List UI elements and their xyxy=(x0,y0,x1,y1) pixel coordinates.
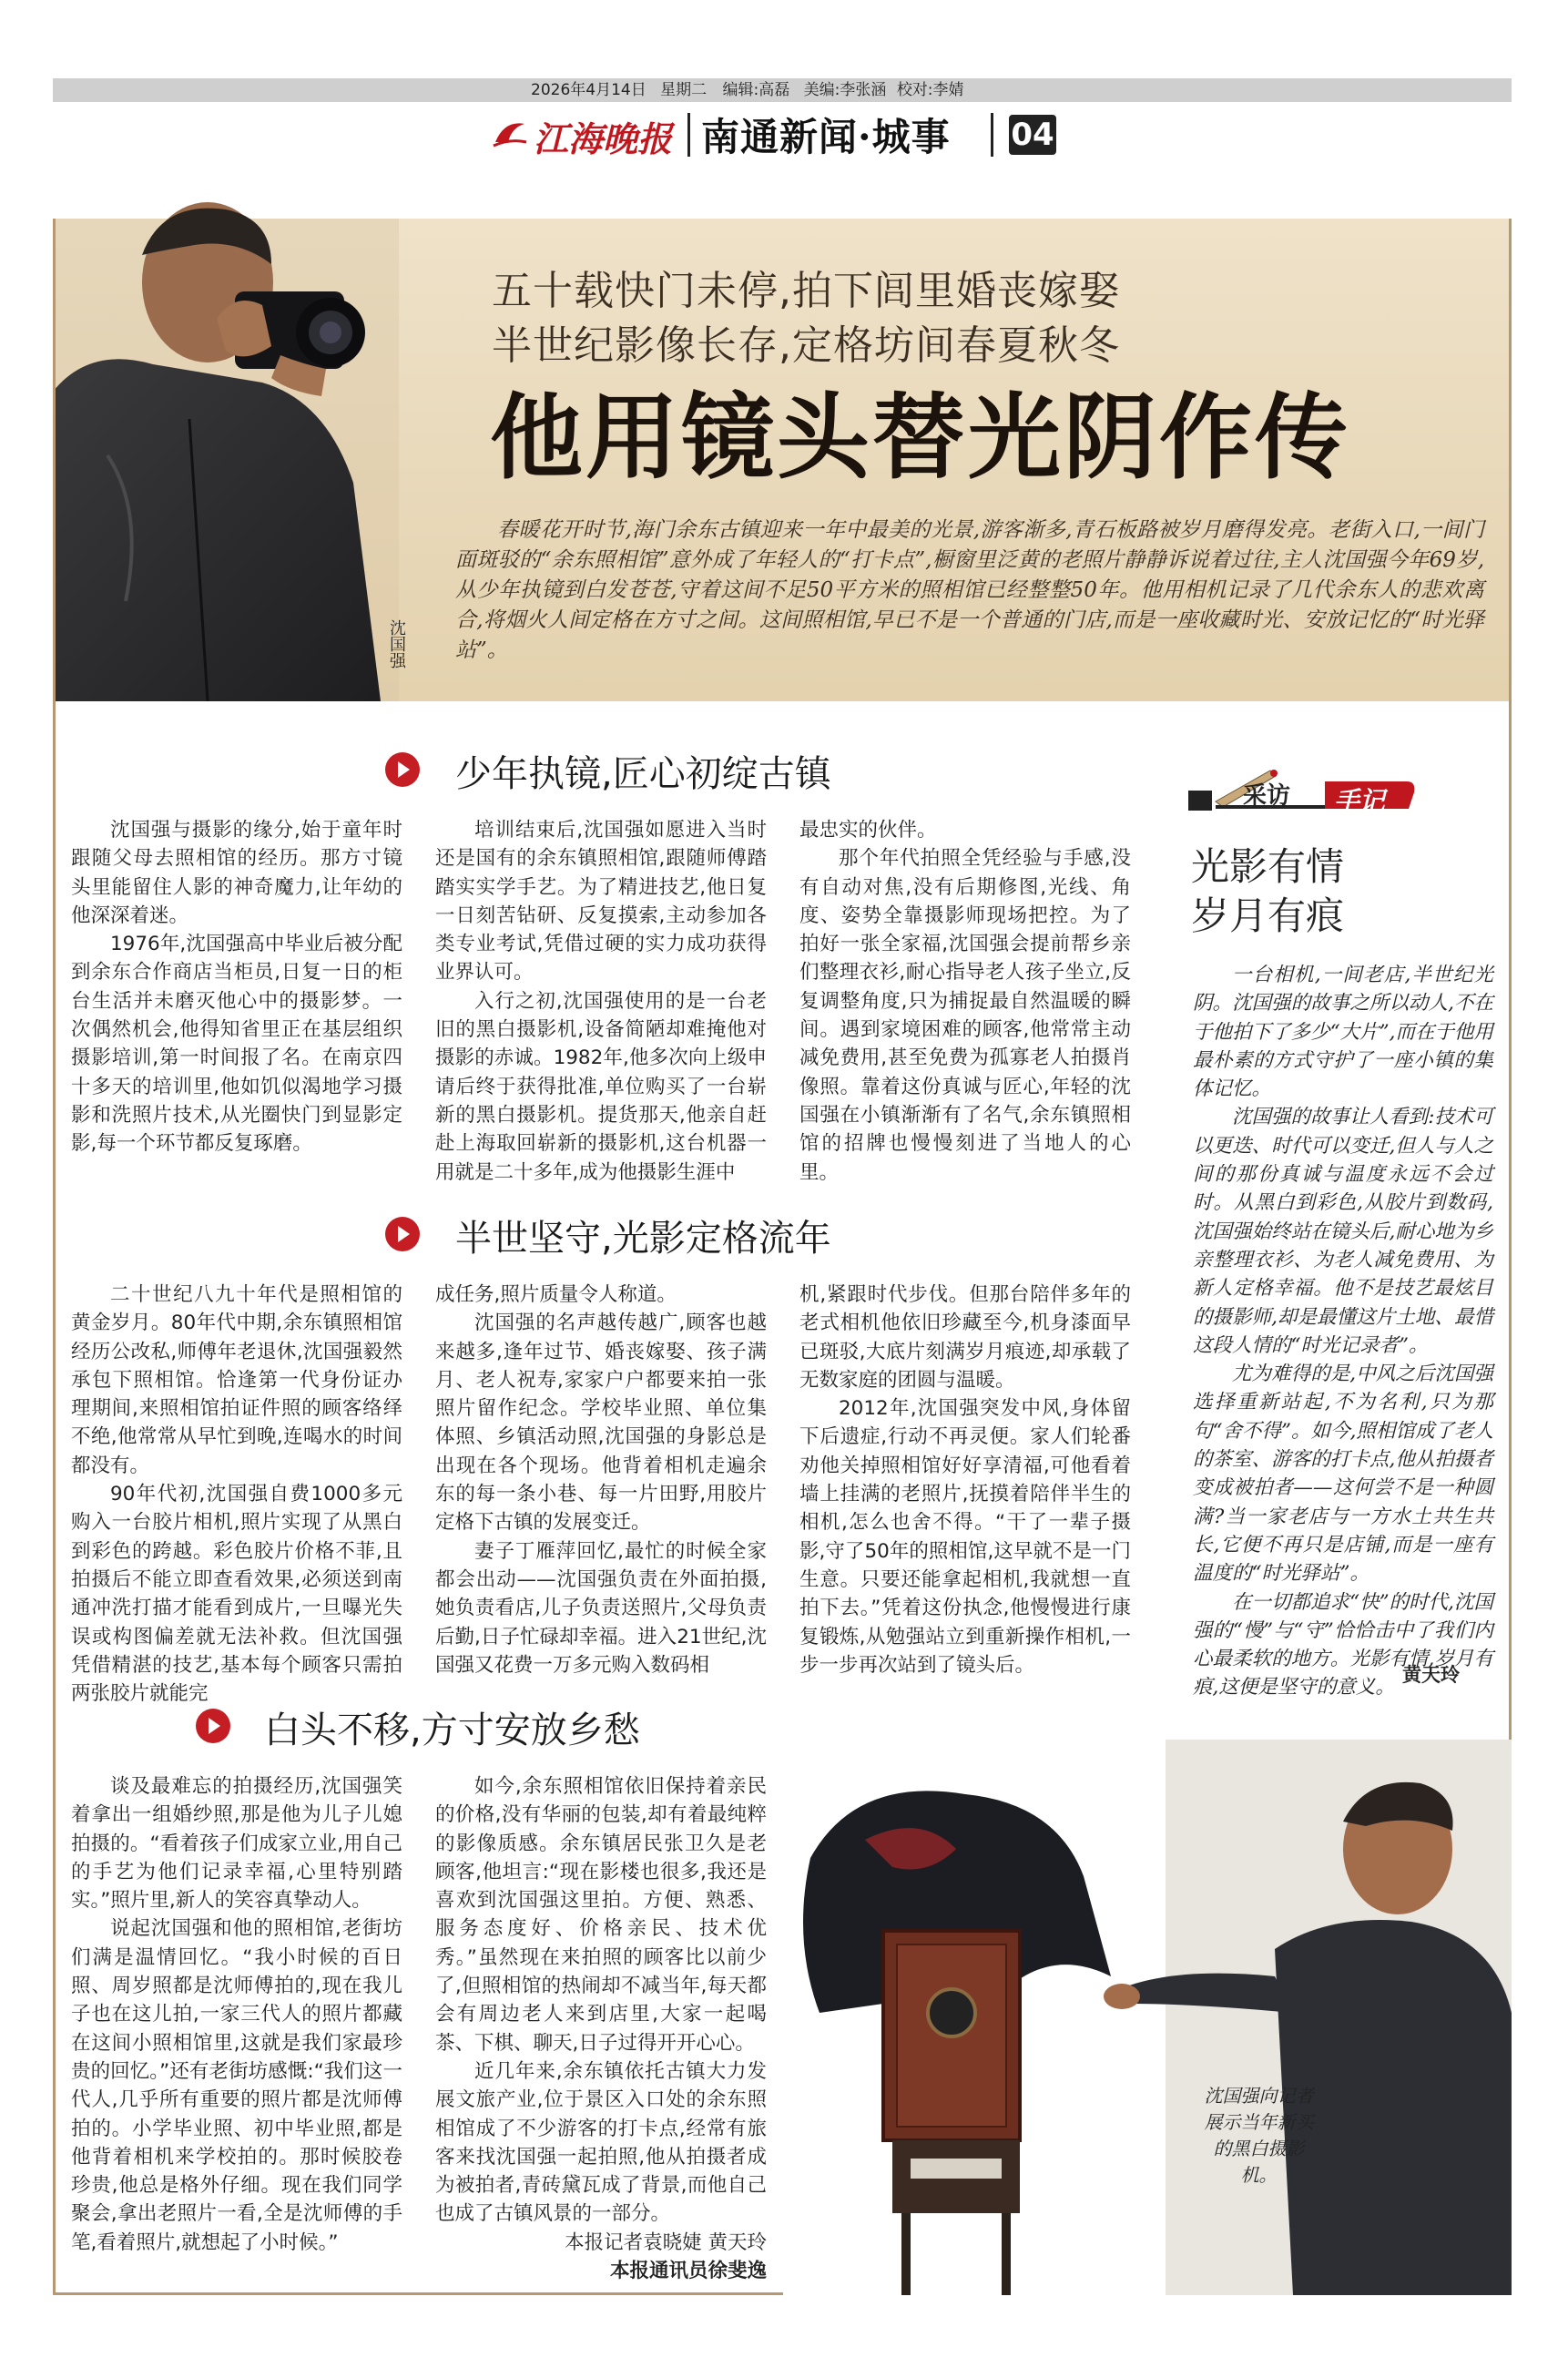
sidebar-title-line: 岁月有痕 xyxy=(1191,893,1345,938)
section-name: 南通新闻·城事 xyxy=(701,115,951,159)
edition-info-bar xyxy=(53,78,1512,102)
paragraph: 2012年,沈国强突发中风,身体留下后遗症,行动不再灵便。家人们轮番劝他关掉照相馆好好享清福,可他看着墙上挂满的老照片,抚摸着陪伴半生的相机,怎么也舍不得。“干了一辈子摄影,守了50年的照相馆,这早就不是一门生意。只要还能拿起相机,我就想一直拍下去。”凭着这份执念,他慢慢进行康复锻炼,从勉强站立到重新操作相机,一步一步再次站到了镜头后。 xyxy=(799,1397,1131,1677)
sidebar-title xyxy=(1191,842,1344,941)
paragraph: 沈国强的名声越传越广,顾客也越来越多,逢年过节、婚丧嫁娶、孩子满月、老人祝寿,家家户户都要来拍一张照片留作纪念。学校毕业照、单位集体照、乡镇活动照,沈国强的身影总是出现在各个现场。他背着相机走遍余东的每一条小巷、每一片田野,用胶片定格下古镇的发展变迁。 xyxy=(435,1312,767,1535)
section-heading: 白头不移,方寸安放乡愁 xyxy=(264,1710,640,1751)
editor: 编辑:高磊 xyxy=(722,81,790,99)
page-number: 04 xyxy=(1009,115,1056,155)
paragraph: 1976年,沈国强高中毕业后被分配到余东合作商店当柜员,日复一日的柜台生活并未磨灭他心中的摄影梦。一次偶然机会,他得知省里正在基层组织摄影培训,第一时间报了名。在南京四十多天的培训里,他如饥似渴地学习摄影和洗照片技术,从光圈快门到显影定影,每一个环节都反复琢磨。 xyxy=(71,933,402,1156)
sidebar-title-line: 光影有情 xyxy=(1191,844,1345,889)
paragraph: 一台相机,一间老店,半世纪光阴。沈国强的故事之所以动人,不在于他拍下了多少“大片”,而在于他用最朴素的方式守护了一座小镇的集体记忆。 xyxy=(1193,964,1493,1101)
proofreader: 校对:李婧 xyxy=(896,81,964,99)
section-heading: 少年执镜,匠心初绽古镇 xyxy=(455,753,831,795)
paragraph: 沈国强与摄影的缘分,始于童年时跟随父母去照相馆的经历。那方寸镜头里能留住人影的神奇魔力,让年幼的他深深着迷。 xyxy=(71,819,402,927)
newspaper-logo-icon xyxy=(492,115,528,151)
byline: 本报通讯员徐斐逸 xyxy=(609,2260,767,2283)
paragraph: 沈国强的故事让人看到:技术可以更迭、时代可以变迁,但人与人之间的那份真诚与温度永远不会过时。从黑白到彩色,从胶片到数码,沈国强始终站在镜头后,耐心地为乡亲整理衣衫、为老人减免费用、为新人定格幸福。他不是技艺最炫目的摄影师,却是最懂这片土地、最惜这段人情的“时光记录者”。 xyxy=(1193,1106,1493,1357)
divider xyxy=(687,113,690,157)
sidebar-body xyxy=(1193,961,1493,1702)
paragraph: 妻子丁雁萍回忆,最忙的时候全家都会出动——沈国强负责在外面拍摄,她负责看店,儿子负责送照片,父母负责后勤,日子忙碌却幸福。进入21世纪,沈国强又花费一万多元购入数码相 xyxy=(435,1539,767,1677)
paragraph: 近几年来,余东镇依托古镇大力发展文旅产业,位于景区入口处的余东照相馆成了不少游客的打卡点,经常有旅客来找沈国强一起拍照,他从拍摄者成为被拍者,青砖黛瓦成了背景,而他自己也成了古镇风景的一部分。 xyxy=(435,2059,767,2226)
article-column xyxy=(435,1772,767,2285)
paragraph: 说起沈国强和他的照相馆,老街坊们满是温情回忆。“我小时候的百日照、周岁照都是沈师傅拍的,现在我儿子也在这儿拍,一家三代人的照片都藏在这间小照相馆里,这就是我们家最珍贵的回忆。”还有老街坊感慨:“我们这一代人,几乎所有重要的照片都是沈师傅拍的。小学毕业照、初中毕业照,都是他背着相机来学校拍的。那时候胶卷珍贵,他总是格外仔细。现在我们同学聚会,拿出老照片一看,全是沈师傅的手笔,看着照片,就想起了小时候。” xyxy=(71,1917,402,2254)
subheadline: 半世纪影像长存,定格坊间春夏秋冬 xyxy=(492,322,1120,369)
sidebar-author: 黄天玲 xyxy=(1402,1664,1460,1686)
paragraph: 入行之初,沈国强使用的是一台老旧的黑白摄影机,设备简陋却难掩他对摄影的赤诚。1982年,他多次向上级申请后终于获得批准,单位购买了一台崭新的黑白摄影机。提货那天,他亲自赶赴上海取回崭新的摄影机,这台机器一用就是二十多年,成为他摄影生涯中 xyxy=(435,989,767,1184)
newspaper-name: 江海晚报 xyxy=(534,119,673,159)
paragraph: 那个年代拍照全凭经验与手感,没有自动对焦,没有后期修图,光线、角度、姿势全靠摄影师现场把控。为了拍好一张全家福,沈国强会提前帮乡亲们整理衣衫,耐心指导老人孩子坐立,反复调整角度,只为捕捉最自然温暖的瞬间。遇到家境困难的顾客,他常常主动减免费用,甚至免费为孤寡老人拍摄肖像照。靠着这份真诚与匠心,年轻的沈国强在小镇渐渐有了名气,余东镇照相馆的招牌也慢慢刻进了当地人的心里。 xyxy=(799,847,1131,1184)
lead-paragraph: 春暖花开时节,海门余东古镇迎来一年中最美的光景,游客渐多,青石板路被岁月磨得发亮。老街入口,一间门面斑驳的“余东照相馆”意外成了年轻人的“打卡点”,橱窗里泛黄的老照片静静诉说着过往,主人沈国强今年69岁,从少年执镜到白发苍苍,守着这间不足50平方米的照相馆已经整整50年。他用相机记录了几代余东人的悲欢离合,将烟火人间定格在方寸之间。这间照相馆,早已不是一个普通的门店,而是一座收藏时光、安放记忆的“时光驿站”。 xyxy=(455,518,1484,662)
section-arrow-icon xyxy=(196,1709,230,1743)
article-column xyxy=(71,1772,402,2257)
paragraph: 尤为难得的是,中风之后沈国强选择重新站起,不为名利,只为那句“舍不得”。如今,照相馆成了老人的茶室、游客的打卡点,他从拍摄者变成被拍者——这何尝不是一种圆满?当一家老店与一方水土共生共长,它便不再只是店铺,而是一座有温度的“时光驿站”。 xyxy=(1193,1363,1493,1586)
paragraph: 培训结束后,沈国强如愿进入当时还是国有的余东镇照相馆,跟随师傅踏踏实实学手艺。为了精进技艺,他日复一日刻苦钻研、反复摸索,主动参加各类专业考试,凭借过硬的实力成功获得业界认可。 xyxy=(435,819,767,985)
badge-label: 采访 xyxy=(1243,782,1291,810)
artist: 美编:李张涵 xyxy=(803,81,887,99)
paragraph: 二十世纪八九十年代是照相馆的黄金岁月。80年代中期,余东镇照相馆经历公改私,师傅年老退休,沈国强毅然承包下照相馆。恰逢第一代身份证办理期间,来照相馆拍证件照的顾客络绎不绝,他常常从早忙到晚,连喝水的时间都没有。 xyxy=(71,1283,402,1477)
paragraph: 在一切都追求“快”的时代,沈国强的“慢”与“守”恰恰击中了我们内心最柔软的地方。光影有情,岁月有痕,这便是坚守的意义。 xyxy=(1193,1590,1493,1699)
article-column xyxy=(799,816,1131,1187)
section-arrow-icon xyxy=(385,1217,420,1251)
paragraph: 最忠实的伙伴。 xyxy=(799,819,937,842)
section-arrow-icon xyxy=(385,752,420,787)
subheadline: 五十载快门未停,拍下闾里婚丧嫁娶 xyxy=(492,268,1120,314)
article-column xyxy=(71,816,402,1158)
article-column xyxy=(799,1281,1131,1679)
divider xyxy=(991,113,993,157)
badge-label-highlight: 手记 xyxy=(1334,786,1386,816)
paragraph: 成任务,照片质量令人称道。 xyxy=(435,1283,677,1306)
section-heading: 半世坚守,光影定格流年 xyxy=(455,1218,831,1260)
headline: 他用镜头替光阴作传 xyxy=(490,384,1350,493)
article-column xyxy=(435,816,767,1187)
paragraph: 如今,余东照相馆依旧保持着亲民的价格,没有华丽的包装,却有着最纯粹的影像质感。余东镇居民张卫久是老顾客,他坦言:“现在影楼也很多,我还是喜欢到沈国强这里拍。方便、熟悉、服务态度好、价格亲民、技术优秀。”虽然现在来拍照的顾客比以前少了,但照相馆的热闹却不减当年,每天都会有周边老人来到店里,大家一起喝茶、下棋、聊天,日子过得开开心心。 xyxy=(435,1775,767,2055)
paragraph: 90年代初,沈国强自费1000多元购入一台胶片相机,照片实现了从黑白到彩色的跨越。彩色胶片价格不菲,且拍摄后不能立即查看效果,必须送到南通冲洗打描才能看到成片,一旦曝光失误或构图偏差就无法补救。但沈国强凭借精湛的技艺,基本每个顾客只需拍两张胶片就能完 xyxy=(71,1483,402,1706)
old-camera-photo xyxy=(783,1740,1512,2295)
byline: 本报记者袁晓婕 黄天玲 xyxy=(565,2230,767,2254)
paragraph: 谈及最难忘的拍摄经历,沈国强笑着拿出一组婚纱照,那是他为儿子儿媳拍摄的。“看着孩子们成家立业,用自己的手艺为他们记录幸福,心里特别踏实。”照片里,新人的笑容真挚动人。 xyxy=(71,1775,402,1913)
article-column xyxy=(435,1281,767,1679)
date: 2026年4月14日 xyxy=(531,81,647,99)
photo-caption: 沈国强 xyxy=(387,619,406,669)
article-column xyxy=(71,1281,402,1708)
weekday: 星期二 xyxy=(660,81,708,99)
photo-caption: 沈国强向记者展示当年新买的黑白摄影机。 xyxy=(1204,2085,1314,2186)
paragraph: 机,紧跟时代步伐。但那台陪伴多年的老式相机他依旧珍藏至今,机身漆面早已斑驳,大底片刻满岁月痕迹,却承载了无数家庭的团圆与温暖。 xyxy=(799,1283,1131,1392)
masthead xyxy=(492,107,1129,162)
